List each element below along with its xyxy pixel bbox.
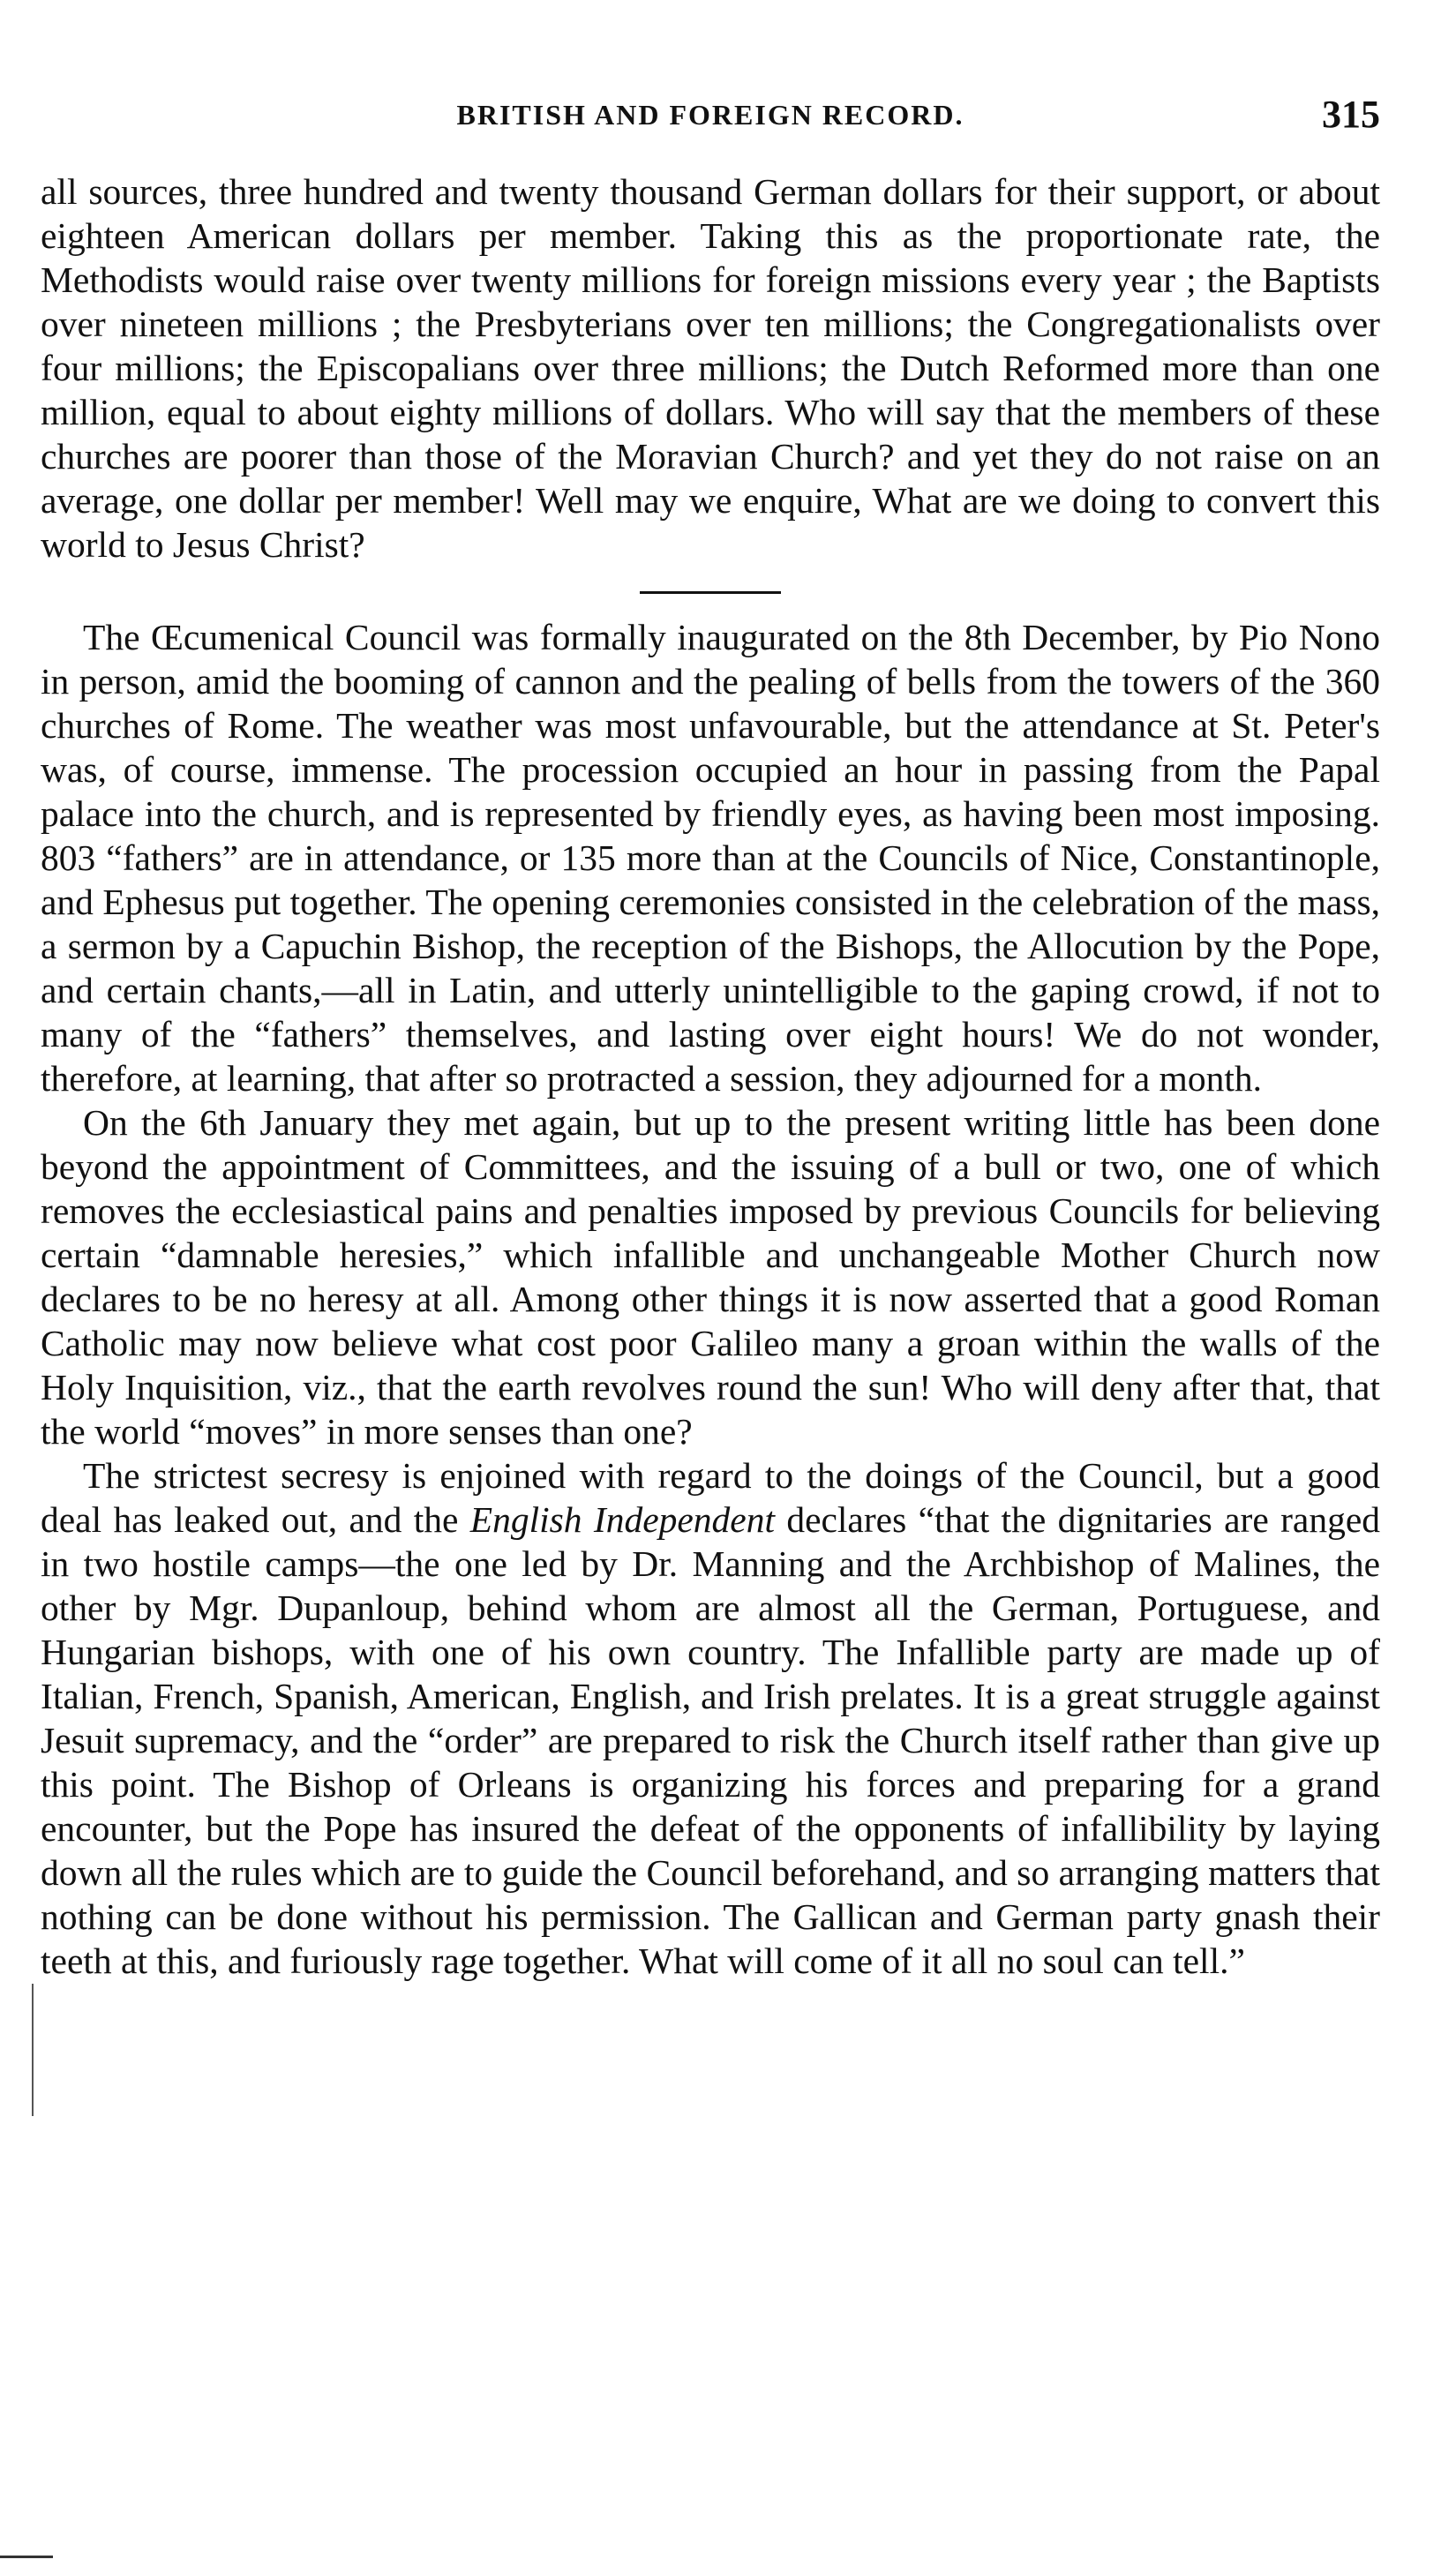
paragraph-january-meeting: On the 6th January they met again, but up to the present writing little has been done beyond the appointment of Committees, and the issuing of a bull or two, one of which removes the ecclesiastical pains and penalties imposed by previous Councils for believing certain “damnable heresies,” which infallible and unchangeable Mother Church now declares to be no heresy at all. Among other things it is now asserted that a good Roman Catholic may now believe what cost poor Galileo many a groan within the walls of the Holy Inquisition, viz., that the earth revolves round the sun! Who will deny after that, that the world “moves” in more senses than one? bbox=[41, 1102, 1380, 1452]
body-text bbox=[41, 169, 1380, 1983]
paragraph-missions-continued: all sources, three hundred and twenty thousand German dollars for their support, or about eighteen American dollars per member. Taking this as the proportionate rate, the Methodists would raise over twenty millions for foreign missions every year ; the Baptists over nineteen millions ; the Presbyterians over ten millions; the Congregationalists over four millions; the Episcopalians over three millions; the Dutch Reformed more than one million, equal to about eighty millions of dollars. Who will say that the members of these churches are poorer than those of the Moravian Church? and yet they do not raise on an average, one dollar per member! Well may we enquire, What are we doing to convert this world to Jesus Christ? bbox=[41, 171, 1380, 565]
margin-mark bbox=[32, 1984, 34, 2116]
paragraph-secresy-end: declares “that the dignitaries are ranged in two hostile camps—the one led by Dr. Manning and the Archbishop of Malines, the other by Mgr. Dupanloup, behind whom are almost all the German, Portuguese, and Hungarian bishops, with one of his own country. The Infallible party are made up of Italian, French, Spanish, American, English, and Irish prelates. It is a great struggle against Jesuit supremacy, and the “order” are prepared to risk the Church itself rather than give up this point. The Bishop of Orleans is organizing his forces and preparing for a grand encounter, but the Pope has insured the defeat of the opponents of infallibility by laying down all the rules which are to guide the Council beforehand, and so arranging matters that nothing can be done without his permission. The Gallican and German party gnash their teeth at this, and furiously rage together. What will come of it all no soul can tell.” bbox=[41, 1499, 1380, 1981]
book-page bbox=[41, 88, 1380, 1983]
footer-rule bbox=[0, 2556, 53, 2558]
paragraph-secresy-start: The strictest secresy is enjoined with regard to the doings of the Council, but a good deal has leaked out, and the bbox=[41, 1455, 1380, 1540]
page-number: 315 bbox=[1322, 93, 1380, 136]
running-head: BRITISH AND FOREIGN RECORD. bbox=[456, 99, 964, 131]
section-divider bbox=[640, 591, 781, 594]
paragraph-secresy bbox=[41, 1453, 1380, 1983]
paragraph-council-inauguration: The Œcumenical Council was formally inaugurated on the 8th December, by Pio Nono in person, amid the booming of cannon and the pealing of bells from the towers of the 360 churches of Rome. The weather was most unfavourable, but the attendance at St. Peter's was, of course, immense. The procession occupied an hour in passing from the Papal palace into the church, and is represented by friendly eyes, as having been most imposing. 803 “fathers” are in attendance, or 135 more than at the Councils of Nice, Constantinople, and Ephesus put together. The opening ceremonies consisted in the celebration of the mass, a sermon by a Capuchin Bishop, the reception of the Bishops, the Allocution by the Pope, and certain chants,—all in Latin, and utterly unintelligible to the gaping crowd, if not to many of the “fathers” themselves, and lasting over eight hours! We do not wonder, therefore, at learning, that after so protracted a session, they adjourned for a month. bbox=[41, 617, 1380, 1099]
page-header bbox=[41, 88, 1380, 141]
publication-title: English Independent bbox=[469, 1499, 775, 1540]
